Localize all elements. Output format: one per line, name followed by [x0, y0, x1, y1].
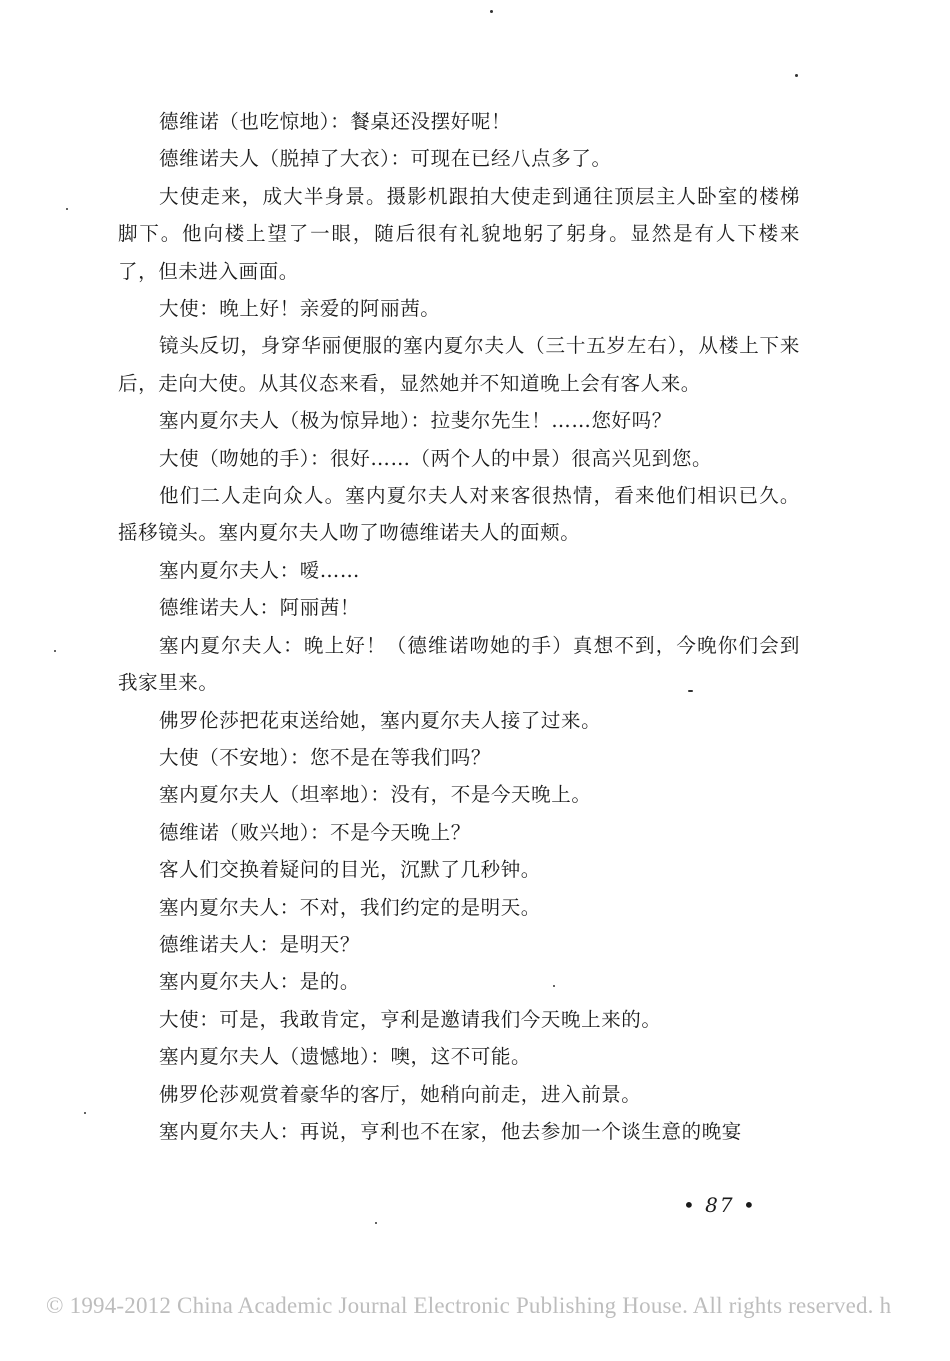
scan-speck [84, 1112, 86, 1114]
scan-speck [54, 650, 56, 652]
paragraph: 德维诺夫人：是明天？ [159, 932, 361, 956]
paragraph: 塞内夏尔夫人：晚上好！（德维诺吻她的手）真想不到，今晚你们会到我家里来。 [118, 633, 800, 695]
scan-speck [490, 10, 493, 13]
paragraph: 佛罗伦莎把花束送给她，塞内夏尔夫人接了过来。 [159, 708, 602, 732]
paragraph: 大使：可是，我敢肯定，亨利是邀请我们今天晚上来的。 [159, 1007, 662, 1031]
paragraph: 塞内夏尔夫人（坦率地）：没有，不是今天晚上。 [159, 783, 592, 807]
paragraph: 德维诺夫人：阿丽茜！ [159, 596, 361, 620]
paragraph: 佛罗伦莎观赏着豪华的客厅，她稍向前走，进入前景。 [159, 1082, 642, 1106]
scan-speck [66, 208, 68, 210]
paragraph: 大使（吻她的手）：很好……（两个人的中景）很高兴见到您。 [159, 446, 713, 470]
paragraph: 德维诺夫人（脱掉了大衣）：可现在已经八点多了。 [159, 147, 612, 171]
paragraph: 塞内夏尔夫人：不对，我们约定的是明天。 [159, 895, 541, 919]
paragraph: 大使（不安地）：您不是在等我们吗？ [159, 745, 491, 769]
paragraph: 大使：晚上好！亲爱的阿丽茜。 [159, 297, 441, 321]
paragraph: 德维诺（也吃惊地）：餐桌还没摆好呢！ [159, 110, 512, 133]
body-text [118, 103, 800, 1150]
paragraph: 镜头反切，身穿华丽便服的塞内夏尔夫人（三十五岁左右），从楼上下来后，走向大使。从其仪态来看，显然她并不知道晚上会有客人来。 [118, 334, 800, 395]
paragraph: 塞内夏尔夫人（极为惊异地）：拉斐尔先生！……您好吗？ [159, 409, 672, 433]
page-number: • 87 • [683, 1193, 757, 1217]
paragraph: 塞内夏尔夫人：是的。 [159, 970, 361, 994]
paragraph: 塞内夏尔夫人（遗憾地）：噢，这不可能。 [159, 1045, 532, 1069]
scan-speck [795, 74, 798, 77]
paragraph: 塞内夏尔夫人：嗳…… [159, 558, 361, 582]
copyright-watermark: © 1994-2012 China Academic Journal Electronic Publishing House. All rights reserved. h [46, 1293, 892, 1318]
paragraph: 德维诺（败兴地）：不是今天晚上？ [159, 820, 471, 844]
paragraph: 大使走来，成大半身景。摄影机跟拍大使走到通往顶层主人卧室的楼梯脚下。他向楼上望了一眼，随后很有礼貌地躬了躬身。显然是有人下楼来了，但未进入画面。 [118, 184, 800, 283]
paragraph: 客人们交换着疑问的目光，沉默了几秒钟。 [159, 858, 541, 882]
paragraph: 他们二人走向众人。塞内夏尔夫人对来客很热情，看来他们相识已久。摇移镜头。塞内夏尔夫人吻了吻德维诺夫人的面颊。 [118, 484, 800, 545]
scan-speck [375, 1222, 377, 1224]
paragraph: 塞内夏尔夫人：再说，亨利也不在家，他去参加一个谈生意的晚宴 [159, 1119, 742, 1143]
